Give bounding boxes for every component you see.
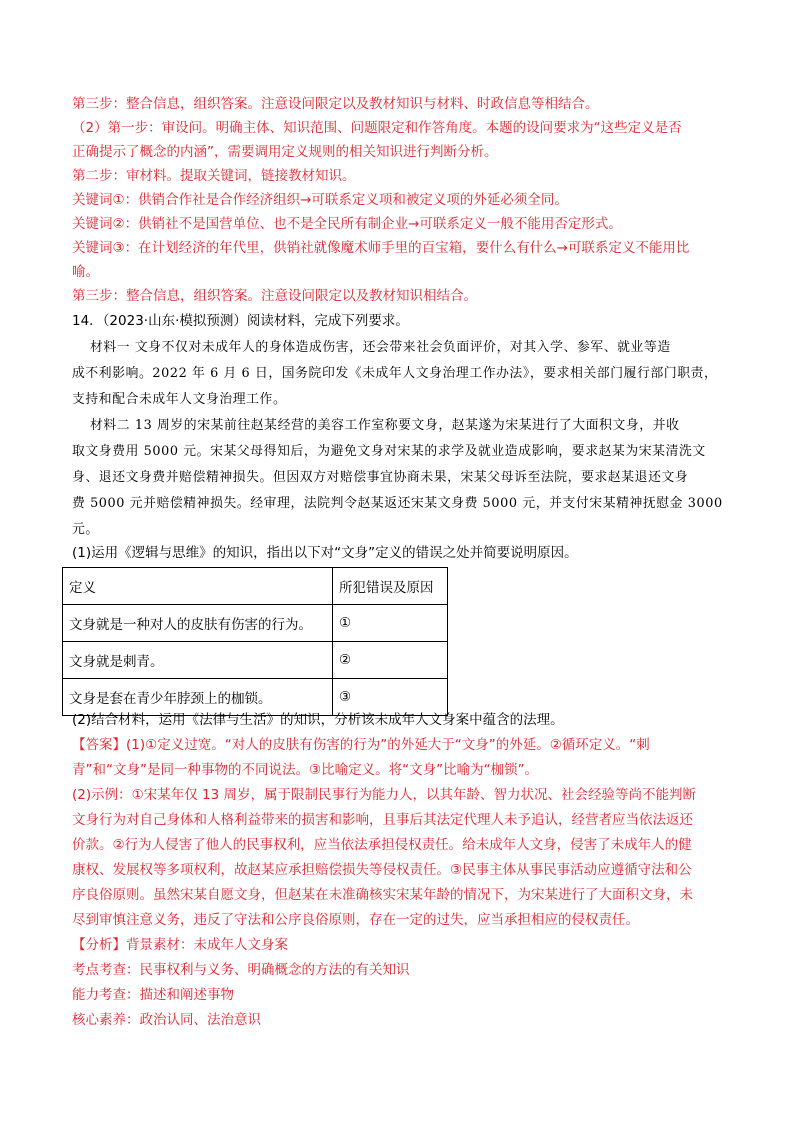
- answer2-line6: 尽到审慎注意义务，违反了守法和公序良俗原则，存在一定的过失，应当承担相应的侵权责任。: [72, 912, 639, 928]
- table-row: [63, 605, 448, 642]
- suyang-line: 核心素养：政治认同、法治意识: [72, 1012, 261, 1028]
- material2-line2: 取文身费用 5000 元。宋某父母得知后，为避免文身对宋某的求学及就业造成影响，要求赵某为宋某清洗文: [72, 444, 706, 459]
- material1-line2: 成不利影响。2022 年 6 月 6 日，国务院印发《未成年人文身治理工作办法》，要求相关部门履行部门职责，: [72, 366, 718, 381]
- answer2-line2: 文身行为对自己身体和人格利益带来的损害和影响，且事后其法定代理人未予追认，经营者应当依法返还: [72, 812, 693, 828]
- step3-final-line: 第三步：整合信息，组织答案。注意设问限定以及教材知识相结合。: [72, 288, 477, 304]
- table-header-row: [63, 568, 448, 605]
- q2-step1-line1: （2）第一步：审设问。明确主体、知识范围、问题限定和作答角度。本题的设问要求为“这些定义是否: [72, 120, 682, 136]
- table-cell: 文身就是刺青。: [63, 642, 333, 679]
- table-cell: ①: [333, 605, 448, 642]
- definition-table: [62, 567, 448, 716]
- kaodian-line: 考点考查：民事权利与义务、明确概念的方法的有关知识: [72, 962, 410, 978]
- q2-step2-line: 第二步：审材料。提取关键词，链接教材知识。: [72, 168, 356, 184]
- nengli-line: 能力考查：描述和阐述事物: [72, 987, 234, 1003]
- answer1-line2: 青”和“文身”是同一种事物的不同说法。③比喻定义。将“文身”比喻为“枷锁”。: [72, 762, 539, 778]
- material1-line3: 支持和配合未成年人文身治理工作。: [72, 392, 287, 407]
- answer2-line5: 序良俗原则。虽然宋某自愿文身，但赵某在未准确核实宋某年龄的情况下，为宋某进行了大面积文身，未: [72, 887, 693, 903]
- material2-line3: 身、退还文身费并赔偿精神损失。但因双方对赔偿事宜协商未果，宋某父母诉至法院，要求赵某退还文身: [72, 470, 689, 485]
- table-cell: 文身是套在青少年脖颈上的枷锁。: [63, 679, 333, 716]
- table-cell: 文身就是一种对人的皮肤有伤害的行为。: [63, 605, 333, 642]
- table-cell: ②: [333, 642, 448, 679]
- question-title: 14．（2023·山东·模拟预测）阅读材料，完成下列要求。: [72, 313, 409, 329]
- answer2-line4: 康权、发展权等多项权利，故赵某应承担赔偿损失等侵权责任。③民事主体从事民事活动应遵循守法和公: [72, 862, 692, 878]
- analysis-line: 【分析】背景素材：未成年人文身案: [72, 937, 288, 953]
- question1-line: (1)运用《逻辑与思维》的知识，指出以下对“文身”定义的错误之处并简要说明原因。: [72, 545, 578, 561]
- q2-step1-line2: 正确提示了概念的内涵”，需要调用定义规则的相关知识进行判断分析。: [72, 144, 498, 160]
- answer2-line1: (2)示例：①宋某年仅 13 周岁，属于限制民事行为能力人，以其年龄、智力状况、社会经验等尚不能判断: [72, 787, 696, 803]
- table-header-cell: 定义: [63, 568, 333, 605]
- keyword1-line: 关键词①：供销合作社是合作经济组织→可联系定义项和被定义项的外延必须全同。: [72, 192, 568, 208]
- material1-line1: 材料一 文身不仅对未成年人的身体造成伤害，还会带来社会负面评价，对其入学、参军、就业等造: [90, 340, 671, 355]
- question2-line: (2)结合材料，运用《法律与生活》的知识，分析该未成年人文身案中蕴含的法理。: [72, 712, 564, 728]
- keyword3-line1: 关键词③：在计划经济的年代里，供销社就像魔术师手里的百宝箱，要什么有什么→可联系定义不能用比: [72, 240, 690, 256]
- answer2-line3: 价款。②行为人侵害了他人的民事权利，应当依法承担侵权责任。给未成年人文身，侵害了未成年人的健: [72, 837, 692, 853]
- keyword2-line: 关键词②：供销社不是国营单位、也不是全民所有制企业→可联系定义一般不能用否定形式。: [72, 216, 622, 232]
- keyword3-line2: 喻。: [72, 264, 99, 280]
- material2-line1: 材料二 13 周岁的宋某前往赵某经营的美容工作室称要文身，赵某遂为宋某进行了大面积文身，并收: [90, 418, 680, 433]
- table-row: [63, 642, 448, 679]
- material2-line5: 元。: [72, 522, 99, 537]
- table-header-cell: 所犯错误及原因: [333, 568, 448, 605]
- step3-line: 第三步：整合信息，组织答案。注意设问限定以及教材知识与材料、时政信息等相结合。: [72, 96, 599, 112]
- table-cell: ③: [333, 679, 448, 716]
- material2-line4: 费 5000 元并赔偿精神损失。经审理，法院判令赵某返还宋某文身费 5000 元，并支付宋某精神抚慰金 3000: [72, 496, 723, 511]
- answer1-line1: 【答案】(1)①定义过宽。“对人的皮肤有伤害的行为”的外延大于“文身”的外延。②循环定义。“刺: [72, 737, 650, 753]
